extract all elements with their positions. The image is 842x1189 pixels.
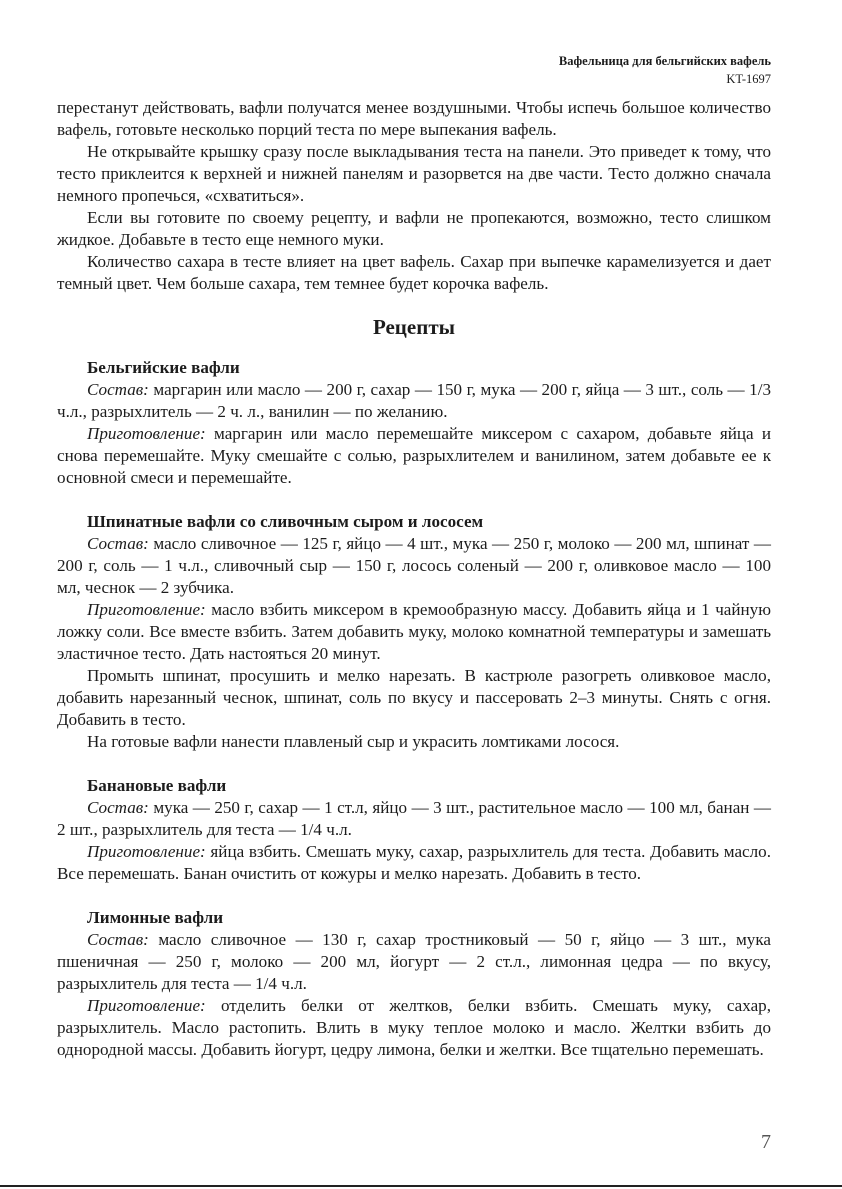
recipe-banana <box>57 775 771 885</box>
method-text: масло взбить миксером в кремообразную массу. Добавить яйца и 1 чайную ложку соли. Все вместе взбить. Затем добавить муку, молоко комнатной температуры и замешать эластичное тесто. Дать настояться 20 минут. <box>57 600 771 663</box>
method-label: Приготовление: <box>87 424 206 443</box>
ingredients-label: Состав: <box>87 930 149 949</box>
recipe-method <box>57 423 771 489</box>
recipe-title: Лимонные вафли <box>87 908 224 927</box>
ingredients-label: Состав: <box>87 380 149 399</box>
method-text: яйца взбить. Смешать муку, сахар, разрыхлитель для теста. Добавить масло. Все перемешать. Банан очистить от кожуры и мелко нарезать. Добавить в тесто. <box>57 842 771 883</box>
recipe-spinach <box>57 511 771 753</box>
ingredients-text: мука — 250 г, сахар — 1 ст.л, яйцо — 3 шт., растительное масло — 100 мл, банан — 2 шт., разрыхлитель для теста — 1/4 ч.л. <box>57 798 771 839</box>
recipe-title: Бельгийские вафли <box>87 358 240 377</box>
recipe-ingredients <box>57 533 771 599</box>
intro-paragraph: перестанут действовать, вафли получатся менее воздушными. Чтобы испечь большое количество вафель, готовьте несколько порций теста по мере выпекания вафель. <box>57 98 771 139</box>
ingredients-label: Состав: <box>87 534 149 553</box>
recipe-lemon <box>57 907 771 1061</box>
intro-paragraph: Не открывайте крышку сразу после выкладывания теста на панели. Это приведет к тому, что тесто приклеится к верхней и нижней панелям и разорвется на две части. Тесто должно сначала немного пропечься, «схватиться». <box>57 142 771 205</box>
recipe-method <box>57 841 771 885</box>
ingredients-text: масло сливочное — 125 г, яйцо — 4 шт., мука — 250 г, молоко — 200 мл, шпинат — 200 г, соль — 1 ч.л., сливочный сыр — 150 г, лосось соленый — 200 г, оливковое масло — 100 мл, чеснок — 2 зубчика. <box>57 534 771 597</box>
header-model: KT-1697 <box>726 72 771 86</box>
method-label: Приготовление: <box>87 996 206 1015</box>
recipe-extra: На готовые вафли нанести плавленый сыр и украсить ломтиками лосося. <box>87 732 620 751</box>
method-label: Приготовление: <box>87 842 206 861</box>
method-text: отделить белки от желтков, белки взбить. Смешать муку, сахар, разрыхлитель. Масло растопить. Влить в муку теплое молоко и масло. Желтки взбить до однородной массы. Добавить йогурт, цедру лимона, белки и желтки. Все тщательно перемешать. <box>57 996 771 1059</box>
method-text: маргарин или масло перемешайте миксером с сахаром, добавьте яйца и снова перемешайте. Муку смешайте с солью, разрыхлителем и ванилином, затем добавьте ее к основной смеси и перемешайте. <box>57 424 771 487</box>
recipe-method <box>57 599 771 665</box>
recipe-ingredients <box>57 797 771 841</box>
ingredients-text: масло сливочное — 130 г, сахар тростниковый — 50 г, яйцо — 3 шт., мука пшеничная — 250 г, молоко — 200 мл, йогурт — 2 ст.л., лимонная цедра — по вкусу, разрыхлитель для теста — 1/4 ч.л. <box>57 930 771 993</box>
bottom-divider <box>0 1185 842 1187</box>
page-number: 7 <box>761 1131 771 1153</box>
method-label: Приготовление: <box>87 600 206 619</box>
recipe-title: Шпинатные вафли со сливочным сыром и лососем <box>87 512 484 531</box>
recipe-title: Банановые вафли <box>87 776 227 795</box>
header-title: Вафельница для бельгийских вафель <box>558 54 771 68</box>
intro-paragraph: Если вы готовите по своему рецепту, и вафли не пропекаются, возможно, тесто слишком жидкое. Добавьте в тесто еще немного муки. <box>57 208 771 249</box>
page-header <box>559 52 771 88</box>
page-content <box>57 97 771 1083</box>
section-title: Рецепты <box>372 315 456 339</box>
recipe-ingredients <box>57 379 771 423</box>
recipe-belgian <box>57 357 771 489</box>
ingredients-label: Состав: <box>87 798 149 817</box>
recipe-extra: Промыть шпинат, просушить и мелко нарезать. В кастрюле разогреть оливковое масло, добавить нарезанный чеснок, шпинат, соль по вкусу и пассеровать 2–3 минуты. Снять с огня. Добавить в тесто. <box>57 666 771 729</box>
recipe-method <box>57 995 771 1061</box>
intro-paragraph: Количество сахара в тесте влияет на цвет вафель. Сахар при выпечке карамелизуется и дает темный цвет. Чем больше сахара, тем темнее будет корочка вафель. <box>57 252 771 293</box>
ingredients-text: маргарин или масло — 200 г, сахар — 150 г, мука — 200 г, яйца — 3 шт., соль — 1/3 ч.л., разрыхлитель — 2 ч. л., ванилин — по желанию. <box>57 380 771 421</box>
recipe-ingredients <box>57 929 771 995</box>
